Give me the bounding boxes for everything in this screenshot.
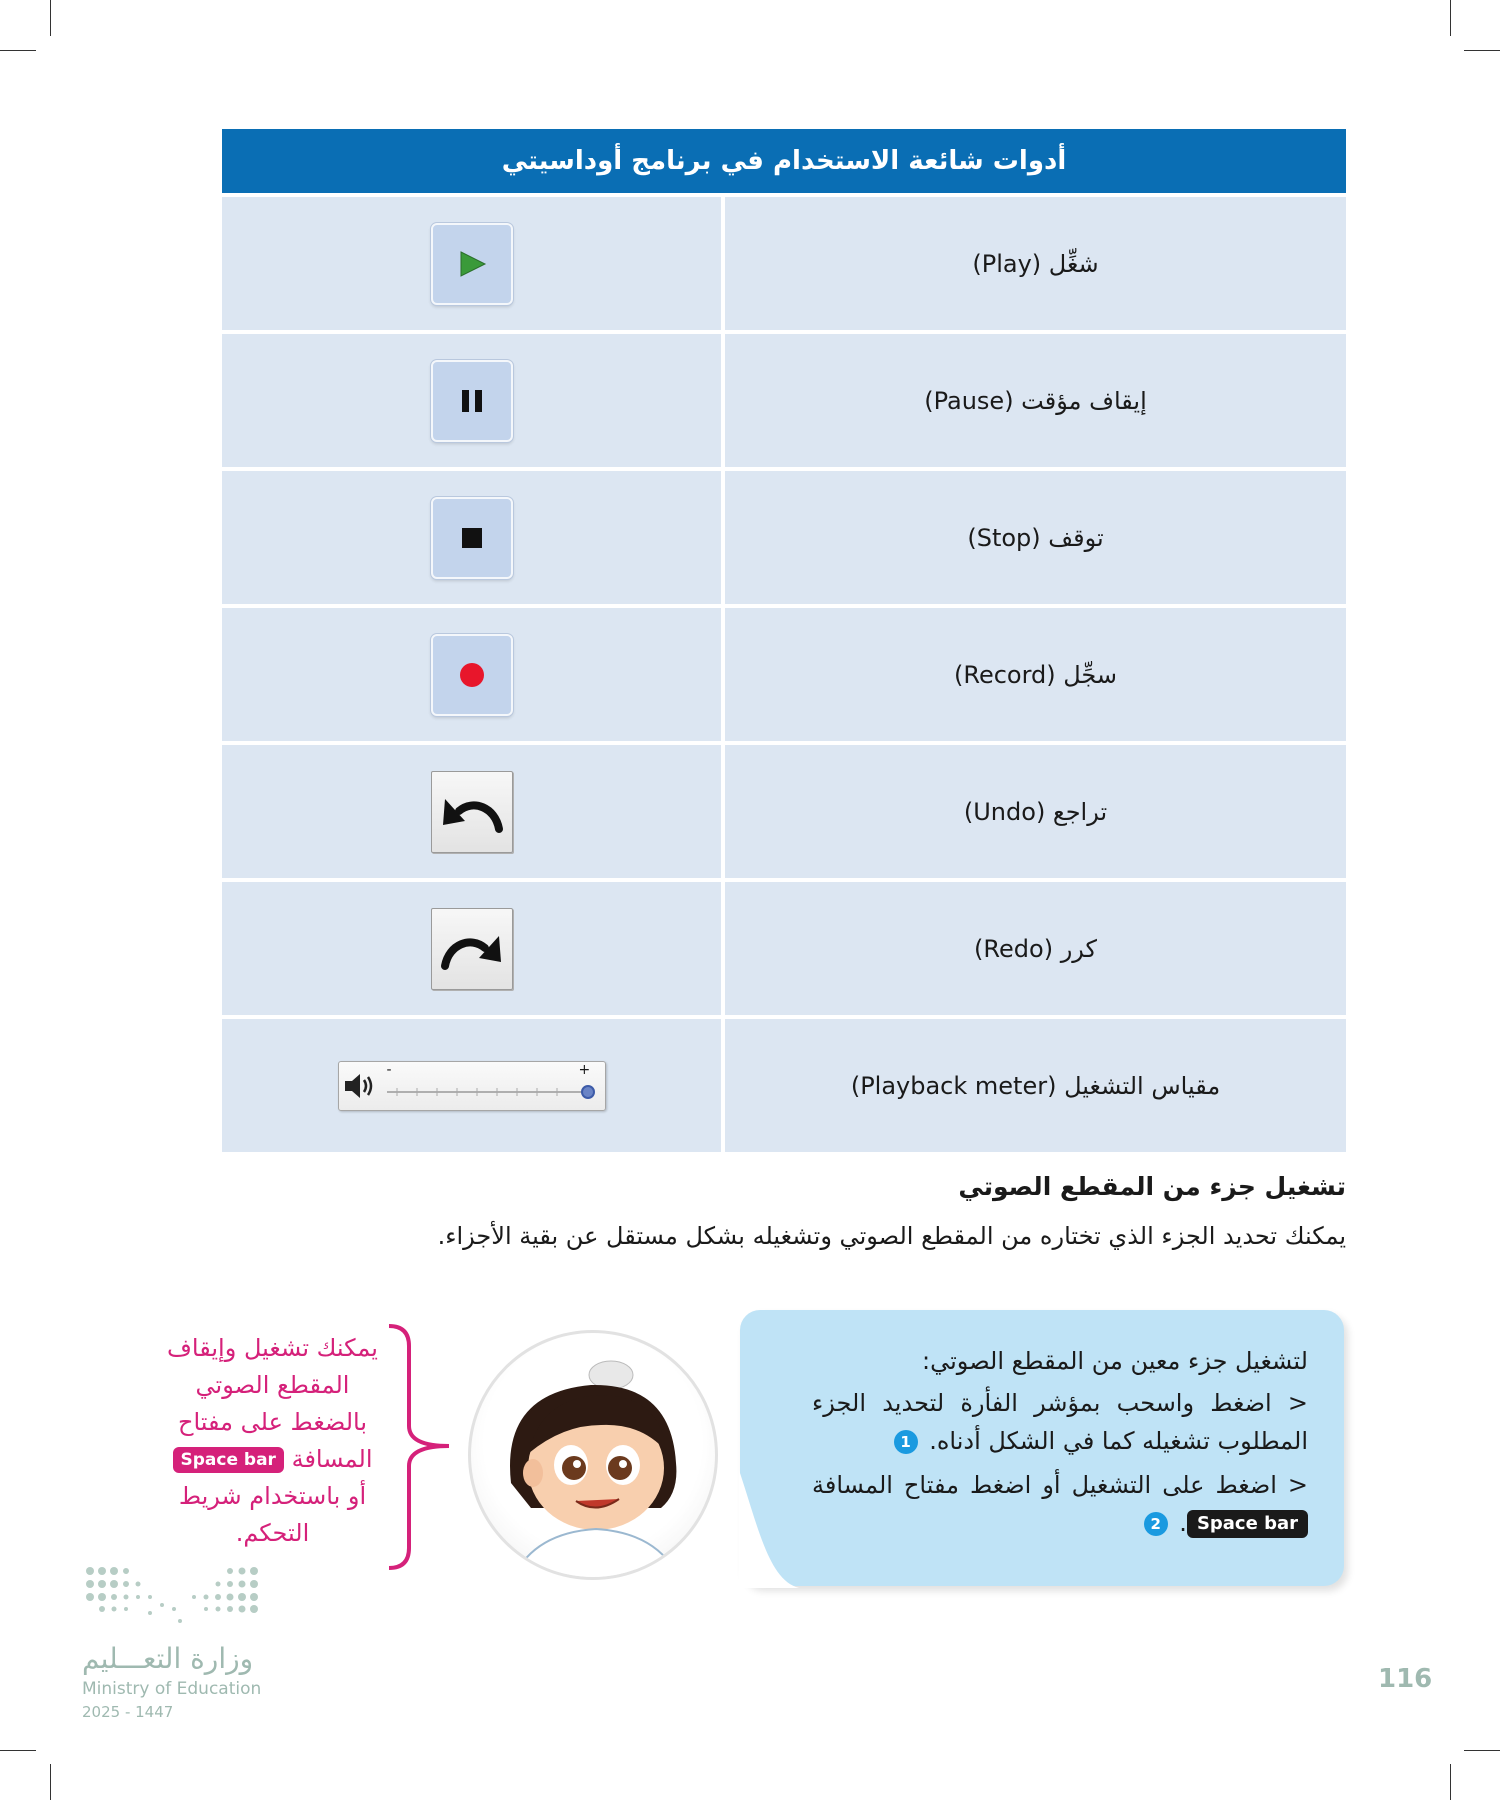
- icon-cell: [222, 882, 721, 1015]
- girl-character-illustration: [471, 1333, 718, 1580]
- step-number-badge: 1: [894, 1430, 918, 1454]
- undo-button[interactable]: [431, 771, 513, 853]
- tools-table: [222, 129, 1346, 1152]
- ministry-logo-dots: [84, 1565, 269, 1635]
- section-body: يمكنك تحديد الجزء الذي تختاره من المقطع الصوتي وتشغيله بشكل مستقل عن بقية الأجزاء.: [437, 1222, 1346, 1250]
- icon-cell: [222, 1019, 721, 1152]
- record-icon: [458, 661, 486, 689]
- pink-brace: [385, 1322, 455, 1572]
- instruction-step-text: < اضغط على التشغيل أو اضغط مفتاح المسافة: [812, 1471, 1308, 1499]
- tool-label-stop: توقف (Stop): [725, 471, 1346, 604]
- icon-cell: [222, 608, 721, 741]
- pause-icon: [459, 388, 485, 414]
- side-note-line: يمكنك تشغيل وإيقاف: [167, 1334, 378, 1362]
- crop-mark: [50, 0, 51, 36]
- tool-label-record: سجِّل (Record): [725, 608, 1346, 741]
- stop-icon: [460, 526, 484, 550]
- side-note-line: بالضغط على مفتاح: [177, 1408, 368, 1436]
- tool-label-undo: تراجع (Undo): [725, 745, 1346, 878]
- character-avatar: [468, 1330, 718, 1580]
- speaker-icon: [343, 1071, 377, 1101]
- crop-mark: [1450, 0, 1451, 36]
- step-number-badge: 2: [1144, 1512, 1168, 1536]
- pause-button[interactable]: [431, 360, 513, 442]
- instruction-step: [812, 1384, 1308, 1460]
- side-note-line: [150, 1441, 395, 1478]
- page-number: 116: [1378, 1664, 1433, 1694]
- crop-mark: [1464, 1750, 1500, 1751]
- icon-cell: [222, 745, 721, 878]
- crop-mark: [0, 1750, 36, 1751]
- crop-mark: [1464, 50, 1500, 51]
- table-header: أدوات شائعة الاستخدام في برنامج أوداسيتي: [222, 129, 1346, 193]
- redo-button[interactable]: [431, 908, 513, 990]
- ministry-year: 2025 - 1447: [82, 1703, 174, 1721]
- side-note-line: أو باستخدام شريط: [178, 1482, 367, 1510]
- play-icon: [457, 249, 487, 279]
- table-row: [222, 334, 1346, 467]
- key-chip: Space bar: [173, 1447, 284, 1473]
- icon-cell: [222, 334, 721, 467]
- crop-mark: [1450, 1764, 1451, 1800]
- table-row: [222, 882, 1346, 1015]
- instructions-intro: لتشغيل جزء معين من المقطع الصوتي:: [922, 1347, 1308, 1375]
- tool-label-redo: كرر (Redo): [725, 882, 1346, 1015]
- tool-label-pause: إيقاف مؤقت (Pause): [725, 334, 1346, 467]
- instruction-step: [812, 1466, 1308, 1542]
- play-button[interactable]: [431, 223, 513, 305]
- instruction-step-end: .: [1179, 1509, 1187, 1537]
- table-row: [222, 1019, 1346, 1152]
- meter-plus-label: +: [578, 1061, 591, 1078]
- undo-icon: [439, 787, 505, 837]
- ministry-name-english: Ministry of Education: [82, 1679, 262, 1699]
- info-box-notch: [739, 1470, 799, 1588]
- meter-minus-label: -: [386, 1061, 392, 1078]
- meter-track: [387, 1084, 587, 1100]
- tool-label-play: شغِّل (Play): [725, 197, 1346, 330]
- crop-mark: [0, 50, 36, 51]
- ministry-name-arabic: وزارة التعـــليم: [82, 1642, 254, 1675]
- table-row: [222, 745, 1346, 878]
- side-note-text: المسافة: [291, 1445, 373, 1473]
- playback-meter[interactable]: [338, 1061, 606, 1111]
- side-note: [150, 1330, 395, 1552]
- side-note-line: التحكم.: [235, 1519, 310, 1547]
- table-row: [222, 471, 1346, 604]
- section-title: تشغيل جزء من المقطع الصوتي: [958, 1172, 1346, 1201]
- instructions-content: [812, 1342, 1308, 1542]
- tool-label-playback-meter: مقياس التشغيل (Playback meter): [725, 1019, 1346, 1152]
- redo-icon: [439, 924, 505, 974]
- table-row: [222, 608, 1346, 741]
- key-chip: Space bar: [1187, 1510, 1308, 1538]
- stop-button[interactable]: [431, 497, 513, 579]
- record-button[interactable]: [431, 634, 513, 716]
- icon-cell: [222, 197, 721, 330]
- icon-cell: [222, 471, 721, 604]
- side-note-line: المقطع الصوتي: [195, 1371, 350, 1399]
- meter-slider-thumb[interactable]: [581, 1085, 595, 1099]
- table-row: [222, 197, 1346, 330]
- instruction-step-text: < اضغط واسحب بمؤشر الفأرة لتحديد الجزء المطلوب تشغيله كما في الشكل أدناه.: [812, 1389, 1308, 1455]
- crop-mark: [50, 1764, 51, 1800]
